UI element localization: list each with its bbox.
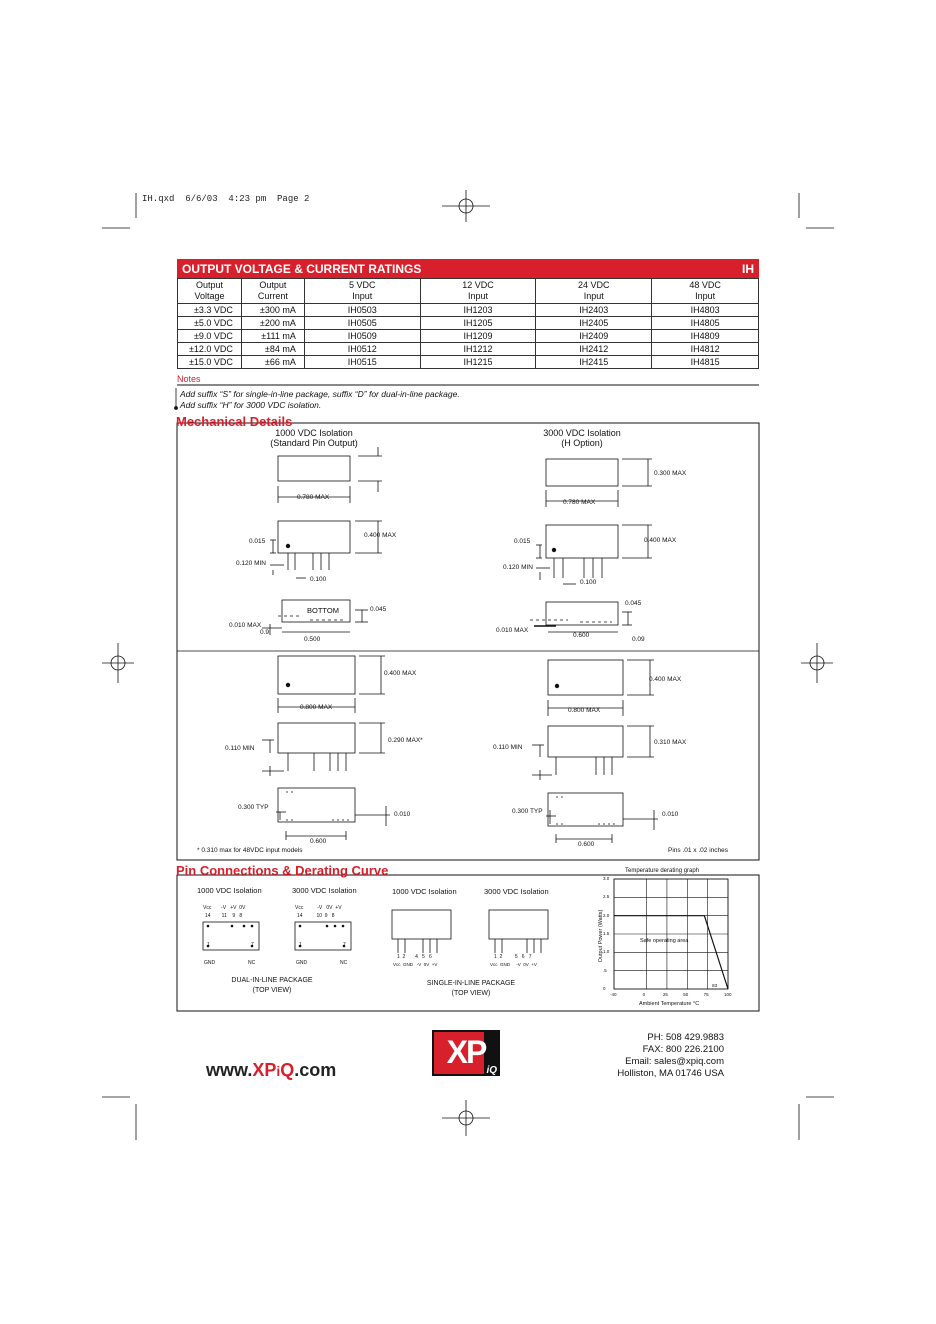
ratings-col-header: [420, 279, 536, 304]
dim-r-0120: 0.120 MIN: [503, 564, 533, 571]
col-header-line-1: Output: [195, 280, 223, 290]
table-cell: IH1209: [420, 330, 536, 343]
ratings-col-header: [178, 279, 242, 304]
registration-mark-left: [102, 643, 134, 683]
table-cell: IH0515: [304, 356, 420, 369]
dip1-top-nums: 14 11 9 8: [205, 913, 243, 919]
website-link[interactable]: [206, 1060, 336, 1081]
chart-xtick-label: 100: [724, 992, 732, 997]
col-header-line-2: Input: [695, 291, 716, 301]
col-header-line-2: Voltage: [194, 291, 225, 301]
dim-l-0780: 0.780 MAX: [297, 494, 330, 501]
table-cell: IH1212: [420, 343, 536, 356]
web-brand-2: i: [276, 1063, 281, 1079]
dim-r-0045: 0.045: [625, 600, 642, 607]
ratings-head-row: [178, 279, 759, 304]
mechanical-frame: [177, 423, 759, 860]
chart-ytick-label: 1.0: [603, 949, 610, 955]
sip1-nums: 1 2 4 5 6: [397, 954, 432, 960]
chart-annotation: Safe operating area: [640, 938, 689, 944]
note-line-2: Add suffix “H” for 3000 VDC isolation.: [180, 400, 322, 410]
table-cell: IH0503: [304, 304, 420, 317]
table-cell: ±84 mA: [241, 343, 304, 356]
contact-phone: PH: 508 429.9883: [647, 1032, 724, 1043]
dim-r-0010max: 0.010 MAX: [496, 627, 529, 634]
chart-ylabel: Output Power (Watts): [598, 909, 604, 963]
pin-dot: [251, 925, 253, 927]
ratings-col-header: [241, 279, 304, 304]
dim-l-0400: 0.400 MAX: [364, 532, 397, 539]
chart-marker-label: 83: [712, 983, 718, 988]
contact-email[interactable]: Email: sales@xpiq.com: [625, 1056, 724, 1067]
notes-label: Notes: [177, 374, 201, 384]
sip-caption-1: SINGLE-IN-LINE PACKAGE: [426, 980, 516, 987]
chart-ytick-label: 2.5: [603, 894, 610, 900]
dip1-top-labels: Vcc -V +V 0V: [203, 905, 246, 911]
dip2-nc: NC: [340, 960, 348, 966]
table-cell: IH1205: [420, 317, 536, 330]
logo-text: XP: [446, 1034, 486, 1070]
dim-r-0100: 0.100: [580, 579, 597, 586]
ratings-table: [177, 278, 759, 369]
col-header-line-1: 48 VDC: [689, 280, 721, 290]
table-cell: IH2415: [536, 356, 652, 369]
pins-note: Pins .01 x .02 inches: [668, 847, 728, 854]
dim-rd-0400: 0.400 MAX: [649, 676, 682, 683]
chart-ytick-label: 2.0: [603, 912, 610, 918]
chart-xtick-label: 75: [703, 992, 709, 997]
dip-3000-title: 3000 VDC Isolation: [292, 886, 357, 895]
table-cell: IH2412: [536, 343, 652, 356]
notes-text: [180, 389, 460, 411]
col-header-line-2: Input: [468, 291, 489, 301]
table-row: [178, 330, 759, 343]
dim-r-0300: 0.300 MAX: [654, 470, 687, 477]
table-cell: IH2409: [536, 330, 652, 343]
col-header-line-2: Input: [583, 291, 604, 301]
chart-ytick-label: 1.5: [603, 931, 610, 936]
sip-caption-2: (TOP VIEW): [451, 990, 491, 997]
table-cell: IH0505: [304, 317, 420, 330]
web-prefix: www.: [206, 1060, 253, 1080]
dim-r-0015: 0.015: [514, 538, 531, 545]
pins-title: Pin Connections & Derating Curve: [176, 863, 389, 878]
chart-xtick-label: 25: [662, 992, 668, 997]
col-header-line-2: Input: [352, 291, 373, 301]
right-iso-title-2: (H Option): [561, 438, 603, 448]
chart-title: Temperature derating graph: [625, 868, 700, 874]
table-cell: IH0509: [304, 330, 420, 343]
col-header-line-1: 24 VDC: [578, 280, 610, 290]
dim-l-bottom: BOTTOM: [307, 606, 339, 615]
pin-dot: [243, 925, 245, 927]
dim-l-0120: 0.120 MIN: [236, 560, 266, 567]
pin-dot: [207, 925, 209, 927]
dip2-top-labels: Vcc -V 0V +V: [295, 905, 342, 911]
dim-rd-0300typ: 0.300 TYP: [512, 808, 543, 815]
registration-mark-right: [801, 643, 833, 683]
chart-ytick-label: 3.0: [603, 876, 610, 881]
dim-rd-0010: 0.010: [662, 811, 679, 818]
table-cell: IH1203: [420, 304, 536, 317]
chart-xtick-label: 0: [642, 992, 646, 997]
table-row: [178, 356, 759, 369]
dim-r-0600: 0.600: [573, 632, 590, 639]
dim-l-09: 0.9: [260, 629, 270, 636]
ratings-header: [177, 259, 759, 278]
ratings-col-header: [652, 279, 759, 304]
chart-xlabel: Ambient Temperature °C: [639, 1001, 700, 1007]
dim-r-0400: 0.400 MAX: [644, 537, 677, 544]
dip-caption-1: DUAL-IN-LINE PACKAGE: [231, 977, 313, 984]
left-iso-title: [258, 428, 370, 448]
dim-rd-0800: 0.800 MAX: [568, 707, 601, 714]
dim-ld-0110: 0.110 MIN: [225, 745, 255, 752]
sip-caption: [412, 979, 530, 999]
contact-fax: FAX: 800 226.2100: [642, 1044, 724, 1055]
ratings-col-header: [536, 279, 652, 304]
dim-ld-0800: 0.800 MAX: [300, 704, 333, 711]
table-cell: IH2405: [536, 317, 652, 330]
sip-3000-title: 3000 VDC Isolation: [484, 887, 549, 896]
xpiq-logo: [432, 1030, 500, 1076]
chart-xtick-label: 50: [683, 992, 689, 997]
dip1-pin7: 7: [251, 942, 254, 948]
dip1-nc: NC: [248, 960, 256, 966]
ratings-title: OUTPUT VOLTAGE & CURRENT RATINGS: [182, 261, 422, 276]
sip-1000-title: 1000 VDC Isolation: [392, 887, 457, 896]
dip2-gnd: GND: [296, 960, 308, 966]
contact-block: [560, 1032, 724, 1080]
dim-l-0010max: 0.010 MAX: [229, 622, 262, 629]
col-header-line-2: Current: [257, 291, 288, 301]
sip2-labels: Vcc GND -V 0V +V: [490, 962, 537, 967]
table-cell: IH4815: [652, 356, 759, 369]
print-slug: IH.qxd 6/6/03 4:23 pm Page 2: [142, 194, 310, 204]
dim-r-009: 0.09: [632, 636, 645, 643]
mech-footnote: * 0.310 max for 48VDC input models: [197, 847, 303, 854]
dim-l-0100: 0.100: [310, 576, 327, 583]
dim-r-0780: 0.780 MAX: [563, 499, 596, 506]
registration-mark-bottom: [442, 1100, 490, 1136]
dip1-gnd: GND: [204, 960, 216, 966]
dip1-pin1: 1: [207, 942, 210, 948]
dim-l-0500: 0.500: [304, 636, 321, 643]
table-cell: IH4809: [652, 330, 759, 343]
table-cell: IH4803: [652, 304, 759, 317]
dip2-top-nums: 14 10 9 8: [297, 913, 335, 919]
dip-caption-2: (TOP VIEW): [252, 987, 292, 994]
table-row: [178, 304, 759, 317]
table-cell: ±12.0 VDC: [178, 343, 242, 356]
dip2-pin1: 1: [299, 942, 302, 948]
ratings-col-header: [304, 279, 420, 304]
dim-rd-0600: 0.600: [578, 841, 595, 848]
pin-dot: [326, 925, 328, 927]
dim-rd-0310: 0.310 MAX: [654, 739, 687, 746]
col-header-line-1: 12 VDC: [462, 280, 494, 290]
pin-dot: [342, 925, 344, 927]
table-cell: ±5.0 VDC: [178, 317, 242, 330]
right-iso-title-1: 3000 VDC Isolation: [543, 428, 621, 438]
table-cell: IH0512: [304, 343, 420, 356]
pin-dot: [334, 925, 336, 927]
sip1-labels: Vcc GND -V 0V +V: [393, 962, 438, 967]
logo-sub: iQ: [486, 1065, 497, 1076]
table-cell: IH1215: [420, 356, 536, 369]
note-line-1: Add suffix “S” for single-in-line package, suffix “D” for dual-in-line package.: [180, 389, 460, 399]
ratings-series: IH: [742, 261, 754, 276]
left-iso-title-2: (Standard Pin Output): [270, 438, 358, 448]
right-iso-title: [527, 428, 637, 448]
pin-dot: [231, 925, 233, 927]
table-cell: ±3.3 VDC: [178, 304, 242, 317]
mechanical-title: Mechanical Details: [176, 414, 293, 429]
web-brand-3: Q: [280, 1060, 295, 1080]
col-header-line-1: 5 VDC: [348, 280, 376, 290]
table-cell: IH2403: [536, 304, 652, 317]
table-cell: ±111 mA: [241, 330, 304, 343]
dip-1000-title: 1000 VDC Isolation: [197, 886, 262, 895]
derating-chart: [614, 879, 728, 989]
table-cell: ±15.0 VDC: [178, 356, 242, 369]
table-cell: ±66 mA: [241, 356, 304, 369]
web-suffix: .com: [294, 1060, 337, 1080]
table-row: [178, 343, 759, 356]
sip2-nums: 1 2 5 6 7: [494, 954, 532, 960]
web-brand-1: XP: [252, 1060, 277, 1080]
chart-xtick-label: -40: [610, 992, 617, 997]
dim-ld-0600: 0.600: [310, 838, 327, 845]
dim-ld-0010: 0.010: [394, 811, 411, 818]
dim-ld-0400: 0.400 MAX: [384, 670, 417, 677]
table-cell: ±9.0 VDC: [178, 330, 242, 343]
contact-address: Holliston, MA 01746 USA: [617, 1068, 724, 1079]
table-cell: IH4805: [652, 317, 759, 330]
table-cell: ±300 mA: [241, 304, 304, 317]
dim-l-0015: 0.015: [249, 538, 266, 545]
pin-dot: [299, 925, 301, 927]
dim-rd-0110: 0.110 MIN: [493, 744, 523, 751]
table-cell: ±200 mA: [241, 317, 304, 330]
chart-ytick-label: .5: [603, 967, 607, 973]
dip-caption: [214, 976, 330, 996]
table-cell: IH4812: [652, 343, 759, 356]
table-row: [178, 317, 759, 330]
col-header-line-1: Output: [259, 280, 287, 290]
chart-ytick-label: 0: [603, 986, 606, 991]
dim-ld-0300typ: 0.300 TYP: [238, 804, 269, 811]
registration-mark-top: [442, 190, 490, 222]
dip2-pin7: 7: [343, 942, 346, 948]
left-iso-title-1: 1000 VDC Isolation: [275, 428, 353, 438]
dim-ld-0290: 0.290 MAX*: [388, 737, 423, 744]
dim-l-0045: 0.045: [370, 606, 387, 613]
